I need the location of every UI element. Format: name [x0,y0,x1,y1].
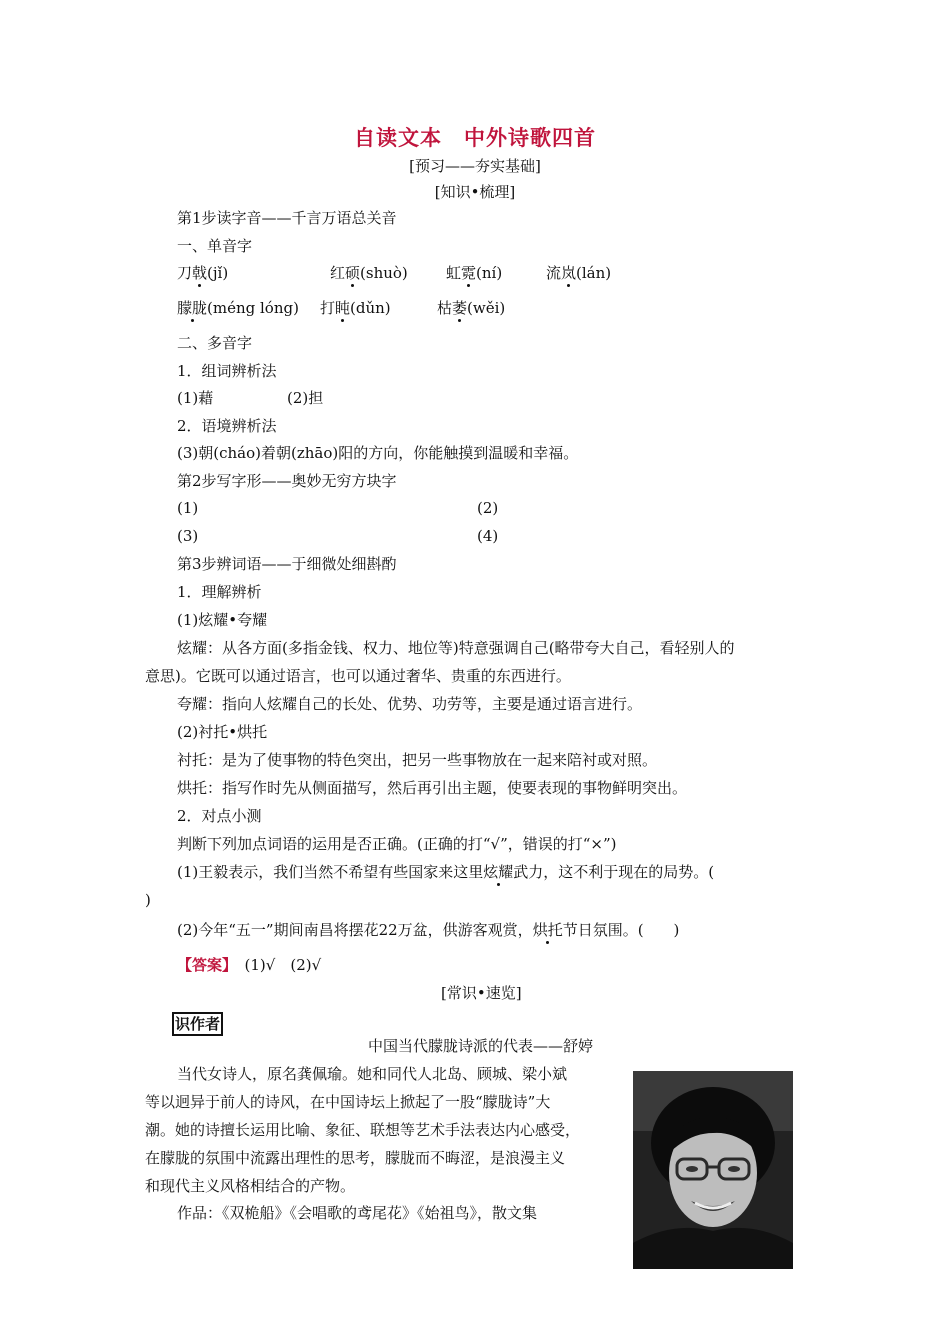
quiz-question-1: (1)王毅表示，我们当然不希望有些国家来这里炫耀武力，这不利于现在的局势。( [177,863,715,881]
pron-item: 打盹(dǔn) [320,299,391,317]
single-char-heading: 一、单音字 [177,237,253,255]
form-blank-2: (2) [477,499,499,517]
quiz-instruction: 判断下列加点词语的运用是否正确。(正确的打“√”，错误的打“×”) [177,835,617,853]
pron-item: 流岚(lán) [546,264,612,282]
answer-line [177,955,321,975]
form-blank-3: (3) [177,527,199,545]
word-pair-2-heading: (2)衬托•烘托 [177,723,268,741]
quiz-question-2: (2)今年“五一”期间南昌将摆花22万盆，供游客观赏，烘托节日氛围。( ) [177,921,680,939]
pron-item: 枯萎(wěi) [437,299,506,317]
bio-line: 等以迥异于前人的诗风，在中国诗坛上掀起了一股“朦胧诗”大 [145,1093,551,1111]
definition-xuanyao-cont: 意思)。它既可以通过语言，也可以通过奢华、贵重的东西进行。 [145,667,571,685]
definition-kuayao: 夸耀：指向人炫耀自己的长处、优势、功劳等，主要是通过语言进行。 [177,695,643,713]
multi-item-2: (2)担 [287,389,324,407]
form-blank-4: (4) [477,527,499,545]
bio-line: 潮。她的诗擅长运用比喻、象征、联想等艺术手法表达内心感受， [145,1121,581,1139]
multi-item-1: (1)藉 [177,389,214,407]
method-1-heading: 1．组词辨析法 [177,362,277,380]
step-1-heading: 第1步读字音——千言万语总关音 [177,209,397,227]
multi-item-3: (3)朝(cháo)着朝(zhāo)阳的方向，你能触摸到温暖和幸福。 [177,444,579,462]
bio-line: 在朦胧的氛围中流露出理性的思考，朦胧而不晦涩，是浪漫主义 [145,1149,566,1167]
analysis-heading: 1．理解辨析 [177,583,262,601]
answer-tag: 【答案】 [177,956,230,974]
pron-item: 红硕(shuò) [330,264,408,282]
definition-chentuo: 衬托：是为了使事物的特色突出，把另一些事物放在一起来陪衬或对照。 [177,751,658,769]
multi-char-heading: 二、多音字 [177,334,253,352]
quiz-question-1-close: ) [145,891,151,909]
author-title: 中国当代朦胧诗派的代表——舒婷 [368,1037,594,1055]
step-3-heading: 第3步辨词语——于细微处细斟酌 [177,555,397,573]
method-2-heading: 2．语境辨析法 [177,417,277,435]
bio-line: 和现代主义风格相结合的产物。 [145,1177,356,1195]
page-title: 自读文本 中外诗歌四首 [354,126,596,150]
section-heading-knowledge: [知识•梳理] [434,183,516,201]
word-pair-1-heading: (1)炫耀•夸耀 [177,611,268,629]
step-2-heading: 第2步写字形——奥妙无穷方块字 [177,472,397,490]
pron-item: 虹霓(ní) [446,264,503,282]
form-blank-1: (1) [177,499,199,517]
author-portrait-photo [633,1071,793,1269]
bio-line: 作品：《双桅船》《会唱歌的鸢尾花》《始祖鸟》，散文集 [177,1204,538,1222]
section-heading-preview: [预习——夯实基础] [409,157,541,175]
pron-item: 刀戟(jǐ) [177,264,229,282]
answer-text: (1)√ (2)√ [244,956,322,974]
definition-xuanyao: 炫耀：从各方面(多指金钱、权力、地位等)特意强调自己(略带夸大自己，看轻别人的 [177,639,735,657]
quiz-heading: 2．对点小测 [177,807,262,825]
author-tag: 识作者 [172,1012,223,1036]
definition-hongtuo: 烘托：指写作时先从侧面描写，然后再引出主题，使要表现的事物鲜明突出。 [177,779,688,797]
section-heading-common: [常识•速览] [441,984,522,1002]
pron-item: 朦胧(méng lóng) [177,299,299,317]
bio-line: 当代女诗人，原名龚佩瑜。她和同代人北岛、顾城、梁小斌 [177,1065,568,1083]
